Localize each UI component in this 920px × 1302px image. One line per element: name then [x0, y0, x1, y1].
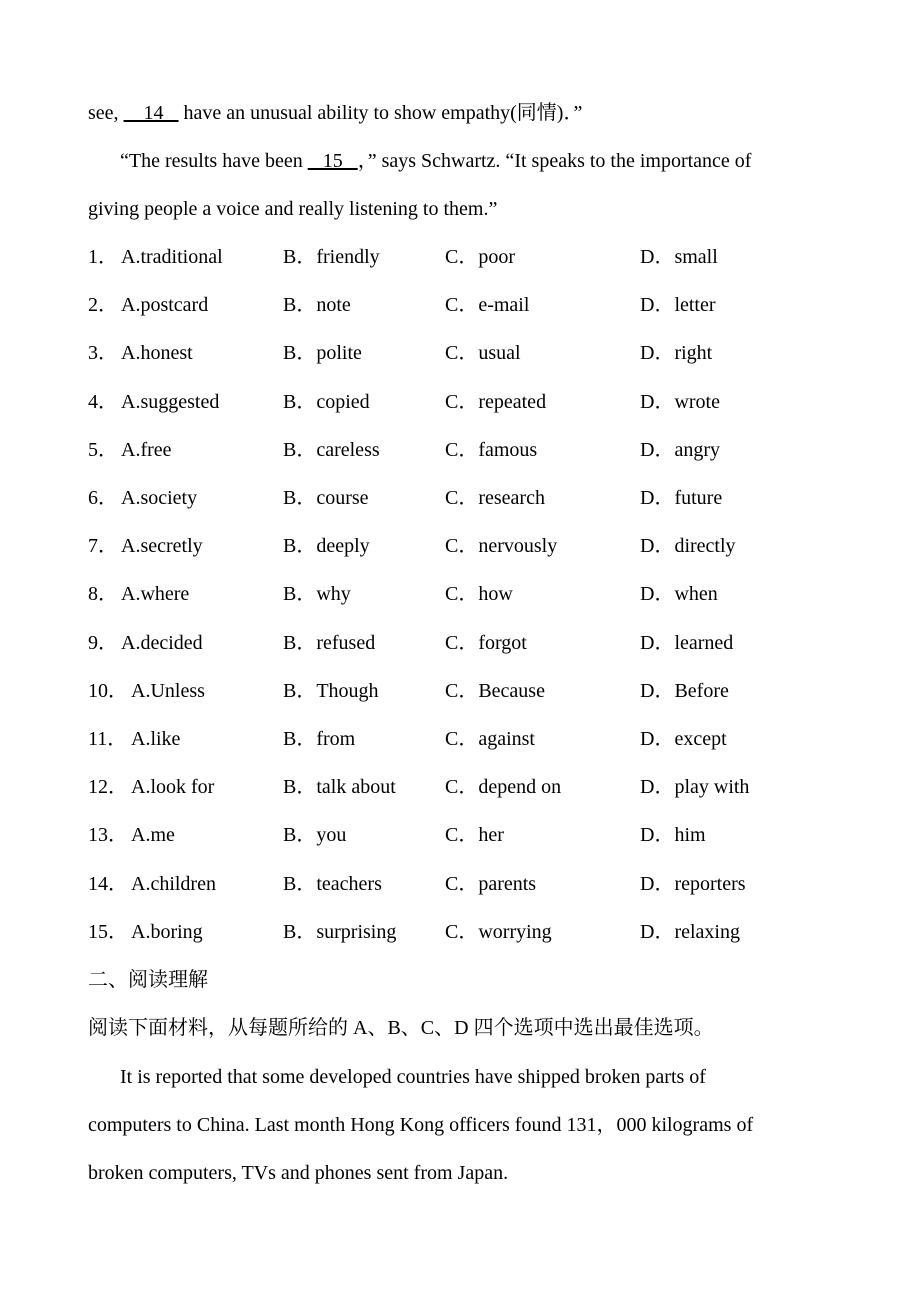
- option-d: D．except: [640, 728, 727, 750]
- option-d: D．right: [640, 342, 713, 365]
- option-d: D．Before: [640, 679, 729, 702]
- passage-line: [120, 149, 751, 173]
- option-c: C．against: [445, 728, 535, 750]
- option-b: B．teachers: [283, 872, 382, 895]
- question-number: 1．: [88, 246, 118, 268]
- question-options-row: [88, 438, 848, 462]
- question-options-row: [88, 727, 848, 751]
- question-number: 5．: [88, 438, 118, 461]
- option-c: C．poor: [445, 246, 515, 268]
- option-a: A.decided: [121, 631, 203, 654]
- question-options-row: [88, 920, 848, 944]
- question-number: 2．: [88, 294, 118, 317]
- option-d: D．directly: [640, 535, 736, 558]
- option-b: B．talk about: [283, 776, 396, 799]
- option-b: B．why: [283, 583, 351, 606]
- option-a: A.postcard: [121, 294, 209, 317]
- option-d: D．future: [640, 487, 723, 509]
- question-number: 4．: [88, 390, 118, 413]
- question-number: 13．: [88, 824, 128, 847]
- question-options-row: [88, 679, 848, 703]
- option-d: D．when: [640, 583, 718, 606]
- option-c: C．research: [445, 487, 545, 509]
- option-d: D．learned: [640, 631, 734, 654]
- blank-15: 15: [307, 150, 358, 172]
- option-a: A.boring: [131, 920, 203, 943]
- option-b: B．Though: [283, 679, 379, 702]
- option-d: D．reporters: [640, 872, 746, 895]
- option-a: A.me: [131, 824, 175, 847]
- option-a: A.free: [121, 438, 172, 461]
- option-a: A.traditional: [121, 246, 223, 268]
- option-a: A.honest: [121, 342, 193, 365]
- question-number: 10．: [88, 679, 128, 702]
- option-c: C．worrying: [445, 920, 552, 943]
- passage-line: broken computers, TVs and phones sent from Japan.: [88, 1162, 509, 1184]
- option-d: D．him: [640, 824, 706, 847]
- question-options-row: [88, 823, 848, 847]
- option-d: D．angry: [640, 438, 720, 461]
- question-number: 15．: [88, 920, 128, 943]
- passage-line: computers to China. Last month Hong Kong officers found 131，000 kilograms of: [88, 1114, 754, 1136]
- question-options-row: [88, 390, 848, 414]
- option-d: D．play with: [640, 776, 750, 799]
- question-number: 7．: [88, 535, 118, 558]
- option-a: A.like: [131, 728, 181, 750]
- option-c: C．Because: [445, 679, 545, 702]
- question-options-row: [88, 293, 848, 317]
- option-c: C．nervously: [445, 535, 558, 558]
- passage-line: [88, 101, 582, 125]
- option-c: C．repeated: [445, 390, 547, 413]
- option-c: C．how: [445, 583, 513, 606]
- question-options-row: [88, 245, 848, 269]
- section-heading: 二、阅读理解: [88, 969, 208, 991]
- question-number: 12．: [88, 776, 128, 799]
- question-options-row: [88, 486, 848, 510]
- question-options-row: [88, 872, 848, 896]
- option-c: C．parents: [445, 872, 537, 895]
- option-b: B．you: [283, 824, 347, 847]
- option-a: A.society: [121, 487, 198, 509]
- option-a: A.Unless: [131, 679, 205, 702]
- option-b: B．friendly: [283, 246, 380, 268]
- question-number: 8．: [88, 583, 118, 606]
- option-c: C．forgot: [445, 631, 527, 654]
- option-d: D．small: [640, 246, 718, 268]
- question-options-row: [88, 341, 848, 365]
- question-number: 3．: [88, 342, 118, 365]
- blank-14: 14: [123, 102, 179, 124]
- section-instruction: 阅读下面材料，从每题所给的 A、B、C、D 四个选项中选出最佳选项。: [88, 1017, 714, 1039]
- question-options-row: [88, 631, 848, 655]
- option-d: D．relaxing: [640, 920, 740, 943]
- text: have an unusual ability to show empathy(同情)．”: [183, 102, 583, 124]
- question-number: 6．: [88, 487, 118, 509]
- question-number: 9．: [88, 631, 118, 654]
- text: ，” says Schwartz. “It speaks to the importance of: [357, 150, 752, 172]
- text: “The results have been: [120, 150, 303, 172]
- option-c: C．usual: [445, 342, 521, 365]
- question-number: 14．: [88, 872, 128, 895]
- option-b: B．note: [283, 294, 351, 317]
- option-b: B．from: [283, 728, 356, 750]
- option-b: B．careless: [283, 438, 380, 461]
- option-b: B．refused: [283, 631, 376, 654]
- question-options-row: [88, 582, 848, 606]
- option-c: C．famous: [445, 438, 538, 461]
- passage-line: It is reported that some developed countries have shipped broken parts of: [120, 1066, 706, 1088]
- option-a: A.secretly: [121, 535, 203, 558]
- option-c: C．depend on: [445, 776, 562, 799]
- option-a: A.children: [131, 872, 216, 895]
- option-a: A.look for: [131, 776, 215, 799]
- option-c: C．e-mail: [445, 294, 530, 317]
- option-a: A.suggested: [121, 390, 220, 413]
- question-number: 11．: [88, 728, 128, 750]
- option-b: B．deeply: [283, 535, 370, 558]
- option-b: B．surprising: [283, 920, 397, 943]
- option-d: D．wrote: [640, 390, 720, 413]
- passage-line: giving people a voice and really listening to them.”: [88, 198, 498, 220]
- option-a: A.where: [121, 583, 190, 606]
- option-b: B．course: [283, 487, 369, 509]
- question-options-row: [88, 534, 848, 558]
- option-b: B．copied: [283, 390, 370, 413]
- text: see,: [88, 102, 119, 124]
- question-options-row: [88, 775, 848, 799]
- option-b: B．polite: [283, 342, 362, 365]
- option-d: D．letter: [640, 294, 716, 317]
- option-c: C．her: [445, 824, 504, 847]
